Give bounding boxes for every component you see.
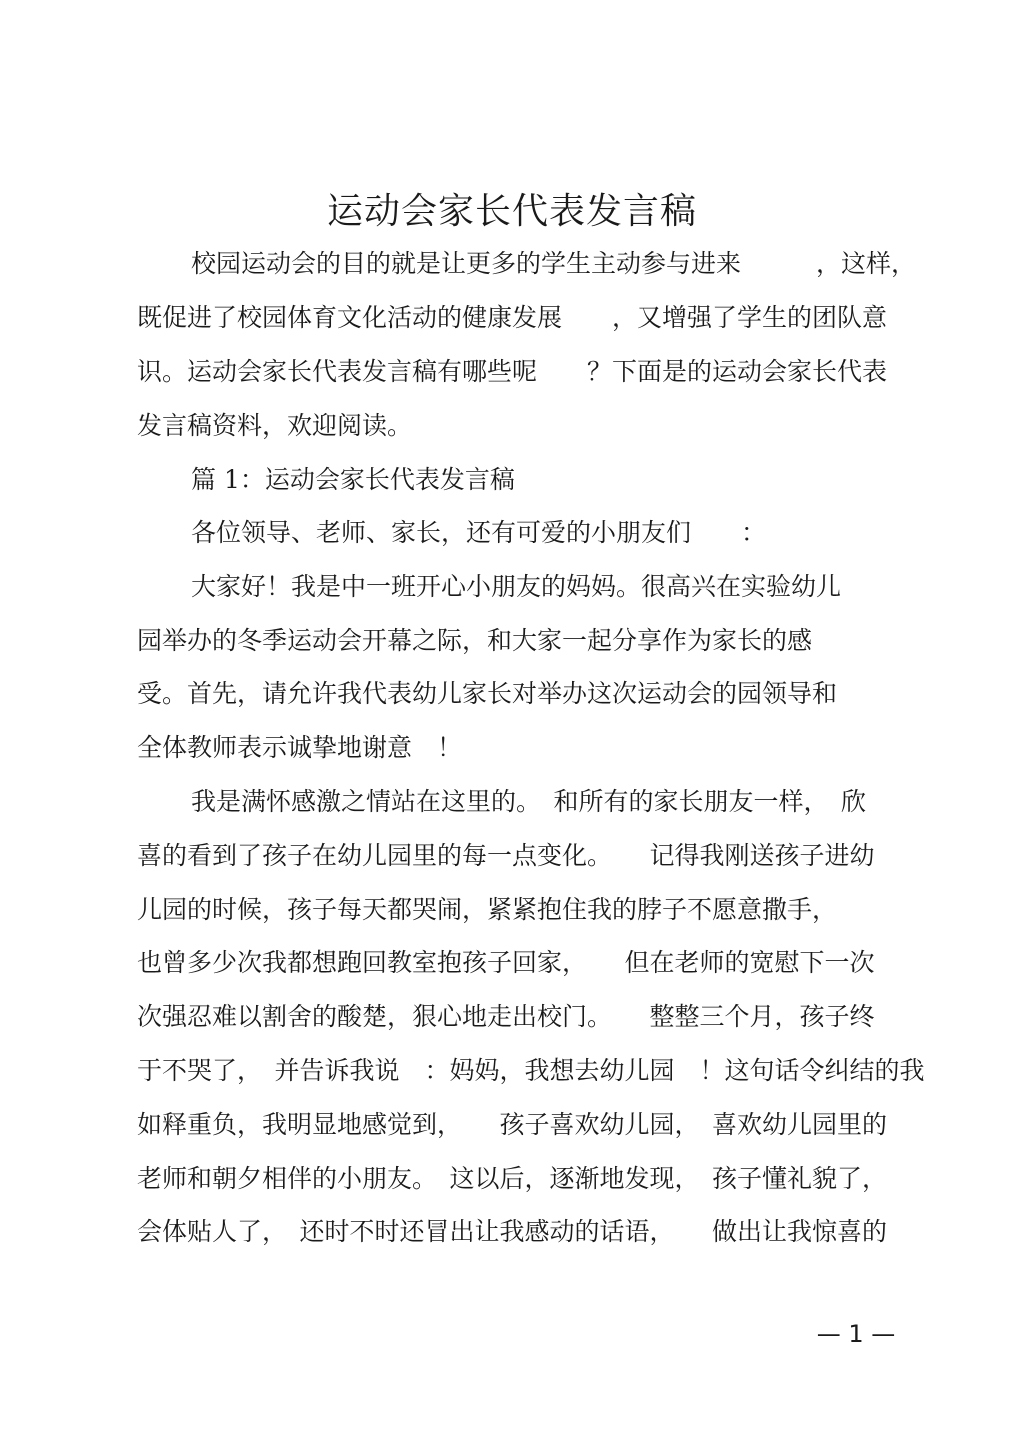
- text-line-1: 校园运动会的目的就是让更多的学生主动参与进来 ，这样，: [191, 249, 917, 278]
- text-line-9: 受。首先，请允许我代表幼儿家长对举办这次运动会的园领导和: [137, 679, 838, 708]
- text-line-18: 老师和朝夕相伴的小朋友。 这以后，逐渐地发现， 孩子懂礼貌了，: [137, 1164, 888, 1193]
- text-line-17: 如释重负，我明显地感觉到， 孩子喜欢幼儿园， 喜欢幼儿园里的: [137, 1110, 888, 1139]
- text-line-15: 次强忍难以割舍的酸楚，狠心地走出校门。 整整三个月，孩子终: [137, 1002, 875, 1031]
- text-line-19: 会体贴人了， 还时不时还冒出让我感动的话语， 做出让我惊喜的: [137, 1217, 888, 1246]
- text-line-2: 既促进了校园体育文化活动的健康发展 ，又增强了学生的团队意: [137, 303, 888, 332]
- greeting-line: 各位领导、老师、家长，还有可爱的小朋友们 ：: [191, 518, 767, 547]
- text-line-16: 于不哭了， 并告诉我说 ：妈妈，我想去幼儿园 ！这句话令纠结的我: [137, 1056, 925, 1085]
- text-line-4: 发言稿资料，欢迎阅读。: [137, 411, 413, 440]
- document-title: 运动会家长代表发言稿: [326, 191, 697, 232]
- page-number: — 1 —: [816, 1320, 896, 1348]
- text-line-13: 儿园的时候，孩子每天都哭闹，紧紧抱住我的脖子不愿意撒手，: [137, 895, 838, 924]
- section-heading: 篇 1：运动会家长代表发言稿: [191, 465, 515, 494]
- text-line-12: 喜的看到了孩子在幼儿园里的每一点变化。 记得我刚送孩子进幼: [137, 841, 875, 870]
- text-line-10: 全体教师表示诚挚地谢意 ！: [137, 733, 463, 762]
- text-line-8: 园举办的冬季运动会开幕之际，和大家一起分享作为家长的感: [137, 626, 813, 655]
- text-line-7: 大家好！我是中一班开心小朋友的妈妈。很高兴在实验幼儿: [191, 572, 842, 601]
- text-line-3: 识。运动会家长代表发言稿有哪些呢 ？下面是的运动会家长代表: [137, 357, 888, 386]
- text-line-11: 我是满怀感激之情站在这里的。 和所有的家长朋友一样， 欣: [191, 787, 867, 816]
- text-line-14: 也曾多少次我都想跑回教室抱孩子回家， 但在老师的宽慰下一次: [137, 948, 875, 977]
